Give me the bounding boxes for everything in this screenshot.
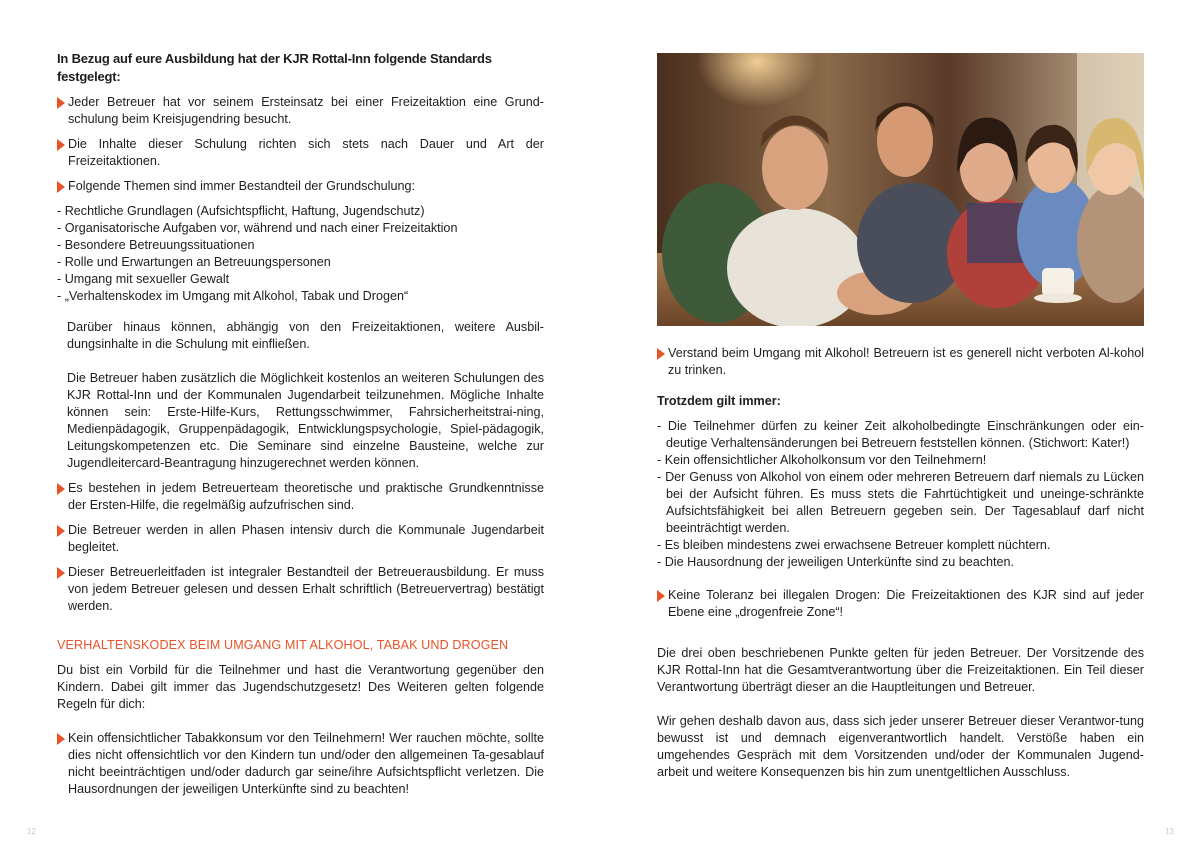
bullet-item: Folgende Themen sind immer Bestandteil der Grundschulung: <box>57 178 544 195</box>
rules-list <box>657 418 1144 571</box>
paragraph-intro: Du bist ein Vorbild für die Teilnehmer und hast die Verantwortung gegenüber den Kindern. Dabei gilt immer das Jugendschutzgesetz! Des Weiteren gelten folgende Regeln für dich: <box>57 663 544 711</box>
trotzdem-title: Trotzdem gilt immer: <box>657 394 781 408</box>
page-number: 12 <box>27 827 36 836</box>
orange-arrow-icon <box>657 590 665 602</box>
list-item: - Umgang mit sexueller Gewalt <box>57 271 544 288</box>
list-item: - Die Hausordnung der jeweiligen Unterkünfte sind zu beachten. <box>657 554 1144 571</box>
orange-arrow-icon <box>57 181 65 193</box>
section-title: VERHALTENSKODEX BEIM UMGANG MIT ALKOHOL, TABAK UND DROGEN <box>57 638 509 652</box>
topics-list <box>57 203 544 305</box>
bullet-item: Es bestehen in jedem Betreuerteam theoretische und praktische Grundkenntnisse der Ersten-Hilfe, die regelmäßig aufzufrischen sind. <box>57 480 544 514</box>
paragraph-consequences: Wir gehen deshalb davon aus, dass sich jeder unserer Betreuer dieser Verantwor-tung bewusst ist und demnach eigenverantwortlich handelt. Verstöße haben ein umgehendes Gespräch mit dem Vorsitzenden und/oder der Kommunalen Jugend-arbeit und weitere Konsequenzen bis hin zum unentgeltlichen Ausschluss. <box>657 714 1144 779</box>
paragraph-responsibility: Die drei oben beschriebenen Punkte gelten für jeden Betreuer. Der Vorsitzende des KJR Rottal-Inn hat die Gesamtverantwortung über die Freizeitaktionen. Ein Teil dieser Verantwortung überträgt dieser an die Hauptleitungen und Betreuer. <box>657 646 1144 694</box>
bullet-item: Jeder Betreuer hat vor seinem Ersteinsatz bei einer Freizeitaktion eine Grund-schulung beim Kreisjugendring besucht. <box>57 94 544 128</box>
list-item: - Der Genuss von Alkohol von einem oder mehreren Betreuern darf niemals zu Lücken bei der Aufsicht führen. Es muss stets die Fahrtüchtigkeit und uneinge-schränkte Aufsichtsfähigkeit bei allen Betreuern gegeben sein. Der Tagesablauf darf nicht beeinträchtigt werden. <box>657 469 1144 537</box>
orange-arrow-icon <box>57 733 65 745</box>
list-item: - Besondere Betreuungssituationen <box>57 237 544 254</box>
list-item: - Die Teilnehmer dürfen zu keiner Zeit alkoholbedingte Einschränkungen oder ein-deutige Verhaltensänderungen bei Betreuern feststellen können. (Stichwort: Kater!) <box>657 418 1144 452</box>
list-item: - „Verhaltenskodex im Umgang mit Alkohol, Tabak und Drogen“ <box>57 288 544 305</box>
page-number: 13 <box>1165 827 1174 836</box>
right-column <box>657 345 1144 798</box>
bullet-item: Die Inhalte dieser Schulung richten sich stets nach Dauer und Art der Freizeitaktionen. <box>57 136 544 170</box>
standards-title: In Bezug auf eure Ausbildung hat der KJR Rottal-Inn folgende Standards festgelegt: <box>57 51 492 84</box>
orange-arrow-icon <box>57 483 65 495</box>
list-item: - Kein offensichtlicher Alkoholkonsum vor den Teilnehmern! <box>657 452 1144 469</box>
bullet-item: Keine Toleranz bei illegalen Drogen: Die Freizeitaktionen des KJR sind auf jeder Ebene eine „drogenfreie Zone“! <box>657 587 1144 621</box>
orange-arrow-icon <box>57 97 65 109</box>
paragraph-additional-content: Darüber hinaus können, abhängig von den Freizeitaktionen, weitere Ausbil-dungsinhalte in die Schulung mit einfließen. <box>67 320 544 351</box>
list-item: - Es bleiben mindestens zwei erwachsene Betreuer komplett nüchtern. <box>657 537 1144 554</box>
list-item: - Rechtliche Grundlagen (Aufsichtspflicht, Haftung, Jugendschutz) <box>57 203 544 220</box>
bullet-item: Dieser Betreuerleitfaden ist integraler Bestandteil der Betreuerausbildung. Er muss von jedem Betreuer gelesen und dessen Erhalt schriftlich (Betreuervertrag) bestätigt werden. <box>57 564 544 615</box>
orange-arrow-icon <box>57 525 65 537</box>
list-item: - Rolle und Erwartungen an Betreuungspersonen <box>57 254 544 271</box>
orange-arrow-icon <box>57 139 65 151</box>
bullet-item: Kein offensichtlicher Tabakkonsum vor den Teilnehmern! Wer rauchen möchte, sollte dies nicht offensichtlich vor den Kindern tun und/oder den allgemeinen Ta-gesablauf nicht beeinträchtigen und/oder dadurch gar seine/ihre Aufsichtspflicht verletzen. Die Hausordnungen der jeweiligen Unterkünfte sind zu beachten! <box>57 730 544 798</box>
bullet-item: Verstand beim Umgang mit Alkohol! Betreuern ist es generell nicht verboten Al-kohol zu trinken. <box>657 345 1144 379</box>
bullet-item: Die Betreuer werden in allen Phasen intensiv durch die Kommunale Jugendarbeit begleitet. <box>57 522 544 556</box>
orange-arrow-icon <box>57 567 65 579</box>
right-page <box>600 0 1200 851</box>
list-item: - Organisatorische Aufgaben vor, während und nach einer Freizeitaktion <box>57 220 544 237</box>
left-column <box>57 50 544 806</box>
paragraph-further-trainings: Die Betreuer haben zusätzlich die Möglichkeit kostenlos an weiteren Schulungen des KJR Rottal-Inn und der Kommunalen Jugendarbeit teilzunehmen. Mögliche Inhalte können sein: Erste-Hilfe-Kurs, Rettungsschwimmer, Fahrsicherheitstrai-ning, Medienpädagogik, Gruppenpädagogik, Entwicklungspsychologie, Spiel-pädagogik, Leitungskompetenzen etc. Die Seminare sind einzelne Bausteine, welche zur Jugendleitercard-Beantragung hinzugerechnet werden können. <box>67 371 544 470</box>
orange-arrow-icon <box>657 348 665 360</box>
